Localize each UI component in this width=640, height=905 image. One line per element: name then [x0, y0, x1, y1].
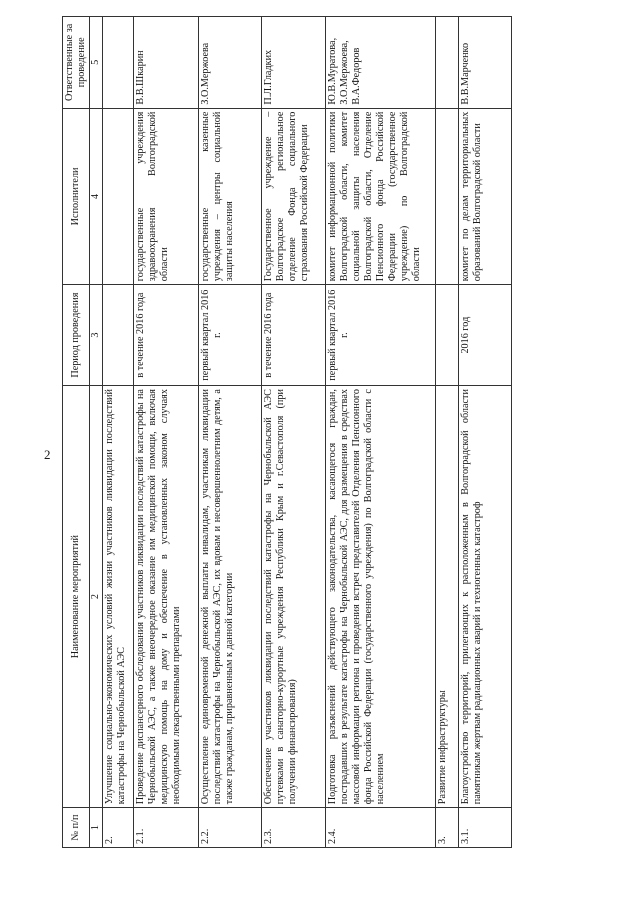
row-num: 2.2. [199, 808, 262, 848]
row-num: 2.1. [134, 808, 199, 848]
header-executors: Исполнители [63, 108, 90, 285]
row-executors [436, 108, 459, 285]
col-number: 3 [90, 285, 103, 386]
col-number: 2 [90, 386, 103, 808]
row-executors: Государственное учреждение – Волгоградское региональное отделение Фонда социального страхования Российской Федерации [262, 108, 326, 285]
row-name: Осуществление единовременной денежной выплаты инвалидам, участникам ликвидации последствий катастрофы на Чернобыльской АЭС, их вдовам и несовершеннолетним детям, а также гражданам, приравненным к данной категории [199, 386, 262, 808]
row-responsible [436, 17, 459, 109]
table-row [262, 17, 326, 848]
row-period: в течение 2016 года [262, 285, 326, 386]
column-numbers-row [90, 17, 103, 848]
row-name: Подготовка разъяснений действующего законодательства, касающегося граждан, пострадавших в результате катастрофы на Чернобыльской АЭС, для размещения в средствах массовой информации региона и проведения встреч представителей Отделения Пенсионного фонда Российской Федерации (государственного учреждения) по Волгоградской области с населением [326, 386, 436, 808]
row-period [436, 285, 459, 386]
header-period: Период проведения [63, 285, 90, 386]
table-row [103, 17, 134, 848]
row-responsible [103, 17, 134, 109]
row-name: Проведение диспансерного обследования участников ликвидации последствий катастрофы на Чернобыльской АЭС, а также внеочередное оказание им медицинской помощи, включая медицинскую помощь на дому и обеспечение в установленных законом случаях необходимыми лекарственными препаратами [134, 386, 199, 808]
row-executors: государственные учреждения здравоохранения Волгоградской области [134, 108, 199, 285]
row-period: первый квартал 2016 г. [199, 285, 262, 386]
row-num: 2.4. [326, 808, 436, 848]
row-name: Улучшение социально-экономических условий жизни участников ликвидации последствий катастрофы на Чернобыльской АЭС [103, 386, 134, 808]
row-num: 3.1. [459, 808, 512, 848]
col-number: 4 [90, 108, 103, 285]
row-executors: комитет информационной политики Волгоградской области, комитет социальной защиты населения Волгоградской области, Отделение Пенсионного фонда Российской Федерации (государственное учреждение) по Волгоградской области [326, 108, 436, 285]
row-num: 2.3. [262, 808, 326, 848]
row-responsible: В.В.Марченко [459, 17, 512, 109]
table-row [459, 17, 512, 848]
header-name: Наименование мероприятий [63, 386, 90, 808]
table-row [326, 17, 436, 848]
table-row [199, 17, 262, 848]
events-table [62, 16, 512, 848]
col-number: 1 [90, 808, 103, 848]
row-responsible: П.Л.Гладких [262, 17, 326, 109]
row-executors: комитет по делам территориальных образований Волгоградской области [459, 108, 512, 285]
row-period: 2016 год [459, 285, 512, 386]
header-num: № п/п [63, 808, 90, 848]
row-period: в течение 2016 года [134, 285, 199, 386]
row-responsible: З.О.Мержоева [199, 17, 262, 109]
table-row [134, 17, 199, 848]
row-period: первый квартал 2016 г. [326, 285, 436, 386]
row-num: 2. [103, 808, 134, 848]
table-header-row [63, 17, 90, 848]
col-number: 5 [90, 17, 103, 109]
row-num: 3. [436, 808, 459, 848]
header-responsible: Ответственные за проведение [63, 17, 90, 109]
table-row [436, 17, 459, 848]
row-executors [103, 108, 134, 285]
row-name: Развитие инфраструктуры [436, 386, 459, 808]
row-name: Благоустройство территорий, прилегающих к расположенным в Волгоградской области памятникам жертвам радиационных аварий и техногенных катастроф [459, 386, 512, 808]
row-name: Обеспечение участников ликвидации последствий катастрофы на Чернобыльской АЭС путевками в санаторно-курортные учреждения Республики Крым и г.Севастополя (при получении финансирования) [262, 386, 326, 808]
page-number: 2 [44, 447, 51, 462]
row-responsible: Ю.В.Муратова, З.О.Мержоева, В.А.Федоров [326, 17, 436, 109]
rotated-table-area [62, 16, 584, 848]
row-executors: государственные казенные учреждения – центры социальной защиты населения [199, 108, 262, 285]
row-responsible: В.В.Шкарин [134, 17, 199, 109]
row-period [103, 285, 134, 386]
